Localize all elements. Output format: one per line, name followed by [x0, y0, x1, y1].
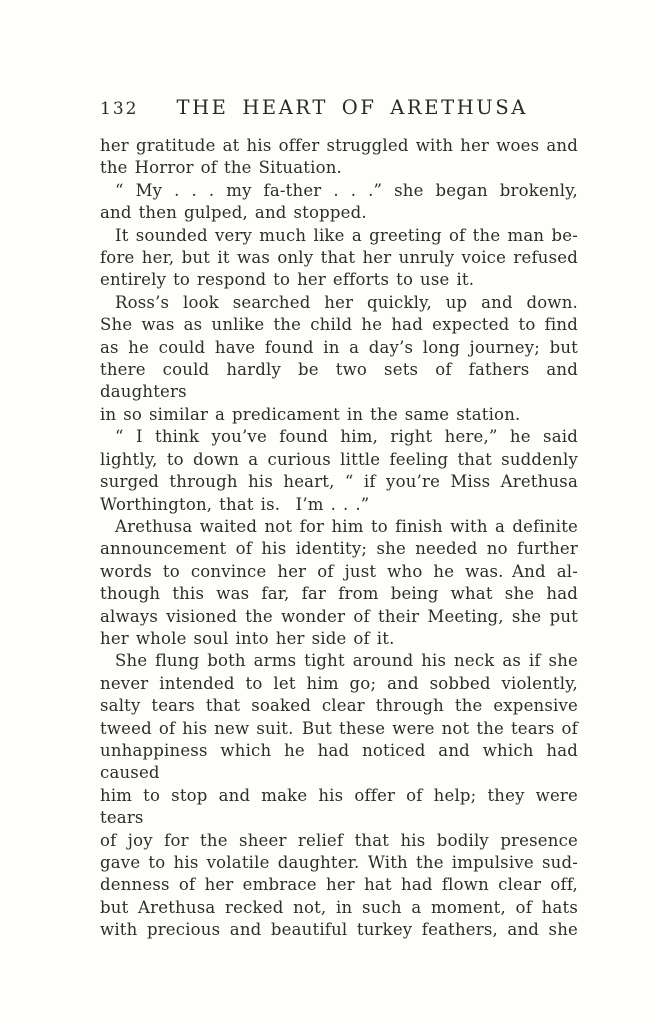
text-line: She flung both arms tight around his neck as if she	[115, 651, 578, 671]
running-header	[100, 96, 580, 119]
text-line: but Arethusa recked not, in such a moment, of hats	[100, 897, 578, 917]
text-line: in so similar a predicament in the same station.	[100, 404, 521, 424]
text-line: as he could have found in a day’s long journey; but	[100, 337, 578, 357]
text-line: words to convince her of just who he was. And al-	[100, 561, 578, 581]
text-line: there could hardly be two sets of fathers and daughters	[100, 360, 578, 402]
text-line: gave to his volatile daughter. With the impulsive sud-	[100, 853, 578, 872]
text-line: tweed of his new suit. But these were not the tears of	[100, 718, 578, 738]
text-line: with precious and beautiful turkey feathers, and she	[100, 920, 578, 940]
text-line: never intended to let him go; and sobbed violently,	[100, 673, 578, 693]
chapter-running-title: THE HEART OF ARETHUSA	[176, 96, 528, 119]
text-line: him to stop and make his offer of help; they were tears	[100, 785, 578, 828]
text-line: denness of her embrace her hat had flown clear off,	[100, 875, 578, 895]
text-line: Ross’s look searched her quickly, up and down.	[115, 292, 578, 312]
text-line: She was as unlike the child he had expected to find	[100, 315, 578, 335]
text-line: of joy for the sheer relief that his bodily presence	[100, 830, 578, 850]
text-line: announcement of his identity; she needed no further	[100, 539, 578, 559]
text-line: salty tears that soaked clear through the expensive	[100, 696, 578, 716]
text-line: her gratitude at his offer struggled with her woes and	[100, 136, 578, 155]
text-line: lightly, to down a curious little feeling that suddenly	[100, 449, 578, 469]
text-line: always visioned the wonder of their Meeting, she put	[100, 606, 578, 626]
text-line: entirely to respond to her efforts to use it.	[100, 270, 475, 290]
text-line: the Horror of the Situation.	[100, 158, 342, 178]
text-line: unhappiness which he had noticed and which had caused	[100, 740, 578, 783]
text-line: “ My . . . my fa-ther . . .” she began brokenly,	[115, 180, 578, 200]
text-line: It sounded very much like a greeting of the man be-	[115, 225, 578, 245]
text-line: her whole soul into her side of it.	[100, 628, 395, 648]
text-line: and then gulped, and stopped.	[100, 203, 367, 223]
text-line: surged through his heart, “ if you’re Miss Arethusa	[100, 472, 578, 492]
page-body-text	[100, 135, 578, 942]
text-line: fore her, but it was only that her unruly voice refused	[100, 248, 578, 268]
text-line: “ I think you’ve found him, right here,” he said	[115, 427, 578, 447]
page-number: 132	[100, 99, 139, 119]
text-line: though this was far, far from being what she had	[100, 584, 578, 604]
text-line: Arethusa waited not for him to finish with a definite	[115, 516, 578, 536]
text-line: Worthington, that is. I’m . . .”	[100, 494, 370, 514]
